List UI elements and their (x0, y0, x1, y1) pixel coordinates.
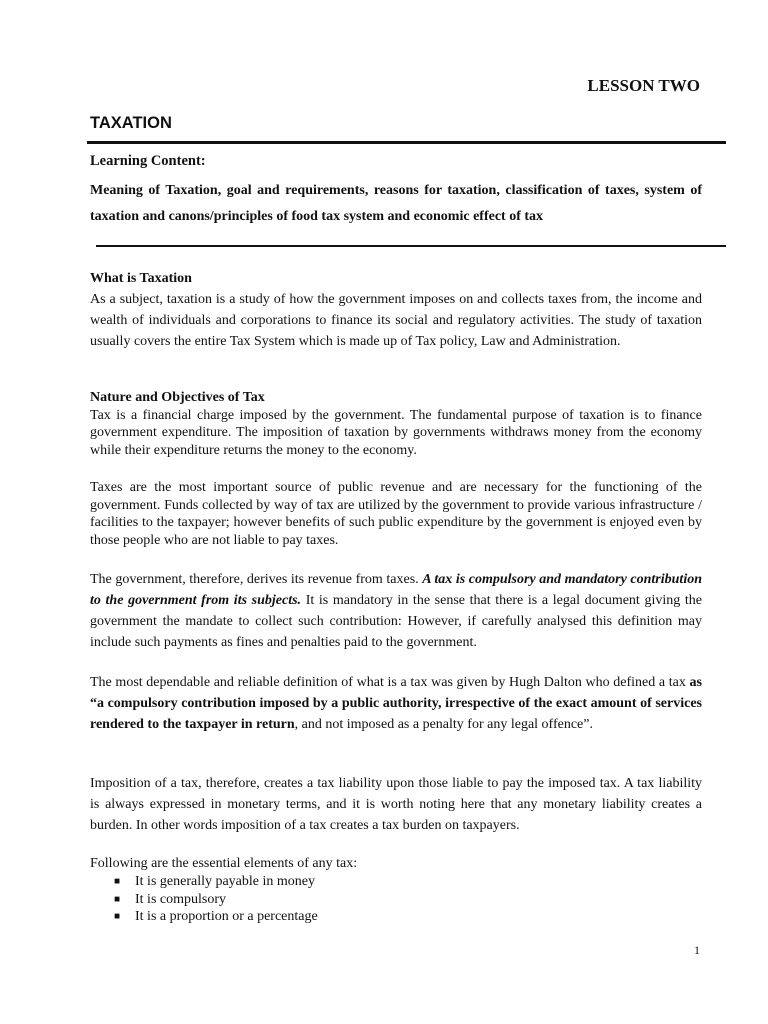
paragraph-tax-definition (90, 569, 702, 653)
emphasis-quote: as “a compulsory contribution imposed by a public authority, irrespective of the exact amount of services rendered to the taxpayer in return (90, 675, 702, 732)
lesson-label: LESSON TWO (587, 76, 700, 95)
elements-intro: Following are the essential elements of any tax: (90, 856, 358, 871)
text-run: The government, therefore, derives its revenue from taxes. (90, 572, 423, 587)
page-title: TAXATION (90, 114, 172, 132)
bullet-icon: ■ (114, 876, 121, 887)
paragraph: Tax is a financial charge imposed by the government. The fundamental purpose of taxation is to finance government expenditure. The imposition of taxation by governments withdraws money from the economy while their expenditure returns the money to the economy. (90, 407, 702, 458)
paragraph: As a subject, taxation is a study of how the government imposes on and collects taxes from, the income and wealth of individuals and corporations to finance its social and regulatory activities. The study of taxation usually covers the entire Tax System which is made up of Tax policy, Law and Administration. (90, 292, 702, 349)
bullet-icon: ■ (114, 911, 121, 923)
elements-list (112, 873, 318, 926)
emphasis-definition: A tax is compulsory and mandatory contribution to the government from its subjects. (90, 572, 702, 608)
content-divider (96, 245, 726, 247)
section-heading: Nature and Objectives of Tax (90, 390, 265, 405)
page-number: 1 (694, 943, 700, 957)
list-item: ■ It is generally payable in money (114, 874, 315, 889)
text-run: , and not imposed as a penalty for any legal offence”. (294, 717, 593, 732)
learning-content-body: Meaning of Taxation, goal and requirements, reasons for taxation, classification of taxes, system of taxation and canons/principles of food tax system and economic effect of tax (90, 183, 702, 224)
list-item: ■ It is a proportion or a percentage (114, 909, 318, 925)
paragraph-tax-liability: Imposition of a tax, therefore, creates a tax liability upon those liable to pay the imposed tax. A tax liability is always expressed in monetary terms, and it is worth noting here that any monetary liability creates a burden. In other words imposition of a tax creates a tax burden on taxpayers. (90, 776, 702, 833)
paragraph-public-revenue: Taxes are the most important source of public revenue and are necessary for the functioning of the government. Funds collected by way of tax are utilized by the government to provide various infrastructure / facilities to the taxpayer; however benefits of such public expenditure by the government is enjoyed even by those people who are not liable to pay taxes. (90, 480, 702, 548)
learning-content-label: Learning Content: (90, 153, 206, 169)
section-heading: What is Taxation (90, 271, 192, 286)
section-what-is-taxation (90, 268, 702, 352)
text-run: It is mandatory in the sense that there is a legal document giving the government the mandate to collect such contribution: However, if carefully analysed this definition may include such payments as fines and penalties paid to the government. (90, 593, 702, 650)
text-run: The most dependable and reliable definition of what is a tax was given by Hugh Dalton who defined a tax (90, 675, 690, 690)
paragraph-dalton-definition (90, 672, 702, 735)
title-divider (87, 141, 726, 144)
list-item: ■ It is compulsory (114, 891, 226, 907)
bullet-icon: ■ (114, 893, 121, 905)
section-nature-objectives (90, 389, 702, 459)
